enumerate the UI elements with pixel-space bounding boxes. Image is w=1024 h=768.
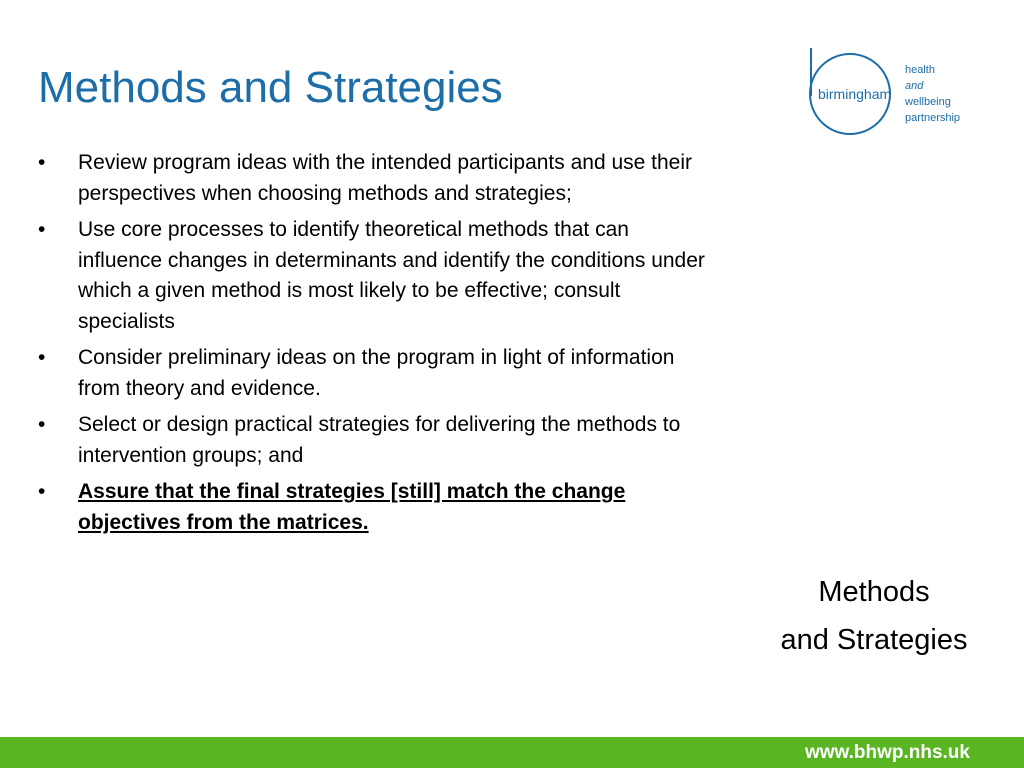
bullet-text: Select or design practical strategies for delivering the methods to intervention groups; and	[78, 413, 681, 467]
bullet-item	[38, 343, 708, 404]
side-label-line-2: and Strategies	[780, 624, 968, 656]
bullet-item	[38, 215, 708, 337]
bullet-item-emphasized	[38, 477, 708, 538]
logo-line-and: and	[905, 80, 924, 92]
bullet-item	[38, 410, 708, 471]
bullet-marker: •	[38, 413, 46, 436]
bullet-marker: •	[38, 480, 46, 503]
footer-url: www.bhwp.nhs.uk	[804, 742, 970, 763]
bullet-marker: •	[38, 346, 46, 369]
bhwp-logo	[806, 46, 986, 144]
bullet-marker: •	[38, 151, 46, 174]
bullet-text: Use core processes to identify theoretical methods that can influence changes in determinants and identify the conditions under which a given method is most likely to be effective; consult specialists	[78, 218, 705, 333]
bullet-text: Consider preliminary ideas on the program in light of information from theory and evidence.	[78, 346, 675, 400]
slide-title: Methods and Strategies	[38, 63, 503, 112]
bullet-item	[38, 148, 708, 209]
logo-line-health: health	[905, 64, 935, 76]
logo-line-partnership: partnership	[905, 112, 961, 124]
bullet-marker: •	[38, 218, 46, 241]
bullet-text: Review program ideas with the intended participants and use their perspectives when choosing methods and strategies;	[78, 151, 693, 205]
side-label	[724, 568, 1024, 664]
logo-wordmark: birmingham	[818, 86, 892, 102]
logo-line-wellbeing: wellbeing	[905, 96, 951, 108]
side-label-line-1: Methods	[818, 576, 930, 608]
bullet-list	[38, 148, 708, 544]
bullet-text: Assure that the final strategies [still] match the change objectives from the matrices.	[78, 480, 626, 534]
footer-bar	[0, 737, 1024, 768]
